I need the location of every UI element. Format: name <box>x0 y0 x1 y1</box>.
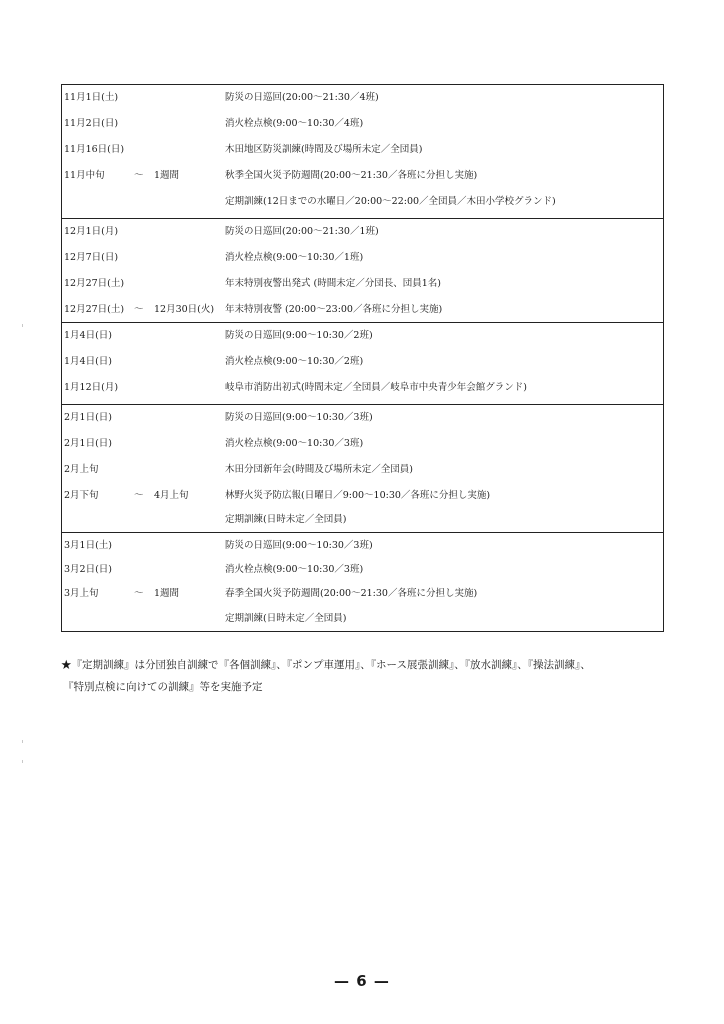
row-event: 消火栓点検(9:00〜10:30／3班) <box>225 564 364 575</box>
month-block-november <box>62 85 663 218</box>
row-event: 定期訓練(日時未定／全団員) <box>225 514 347 525</box>
schedule-row <box>62 297 663 323</box>
row-event: 消火栓点検(9:00〜10:30／1班) <box>225 252 364 263</box>
row-date: 2月1日(日) <box>64 438 113 449</box>
row-event: 岐阜市消防出初式(時間未定／全団員／岐阜市中央青少年会館グランド) <box>225 382 527 393</box>
month-block-december <box>62 218 663 323</box>
range-tilde: 〜 <box>134 588 144 599</box>
row-event: 防災の日巡回(20:00〜21:30／1班) <box>225 226 379 237</box>
row-date: 12月27日(土) <box>64 304 125 315</box>
footnote-line-1: ★『定期訓練』は分団独自訓練で『各個訓練』、『ポンプ車運用』、『ホース展張訓練』、『放水訓練』、『操法訓練』、 <box>61 659 591 671</box>
row-date: 11月2日(日) <box>64 118 119 129</box>
footnote <box>61 654 661 698</box>
schedule-row <box>62 245 663 271</box>
margin-dot <box>22 324 23 327</box>
row-date: 2月下旬 <box>64 490 99 501</box>
row-event: 防災の日巡回(20:00〜21:30／4班) <box>225 92 379 103</box>
schedule-row <box>62 219 663 245</box>
schedule-row <box>62 137 663 163</box>
schedule-row <box>62 189 663 215</box>
row-date: 11月中旬 <box>64 170 105 181</box>
row-event: 春季全国火災予防週間(20:00〜21:30／各班に分担し実施) <box>225 588 478 599</box>
schedule-row <box>62 581 663 607</box>
row-date: 11月16日(日) <box>64 144 125 155</box>
schedule-row <box>62 483 663 509</box>
range-tilde: 〜 <box>134 490 144 501</box>
row-date: 3月1日(土) <box>64 540 113 551</box>
row-event: 消火栓点検(9:00〜10:30／4班) <box>225 118 364 129</box>
page-number: — 6 — <box>334 972 390 990</box>
row-date: 1月4日(日) <box>64 356 113 367</box>
row-date: 3月2日(日) <box>64 564 113 575</box>
range-tilde: 〜 <box>134 170 144 181</box>
schedule-row <box>62 111 663 137</box>
schedule-row <box>62 557 663 583</box>
footnote-line-2: 『特別点検に向けての訓練』等を実施予定 <box>63 681 263 693</box>
schedule-row <box>62 163 663 189</box>
row-date: 12月27日(土) <box>64 278 125 289</box>
row-event: 年末特別夜警出発式 (時間未定／分団長、団員1名) <box>225 278 441 289</box>
row-period: 12月30日(火) <box>154 304 215 315</box>
row-event: 林野火災予防広報(日曜日／9:00〜10:30／各班に分担し実施) <box>225 490 491 501</box>
schedule-row <box>62 323 663 349</box>
schedule-row <box>62 431 663 457</box>
row-date: 11月1日(土) <box>64 92 119 103</box>
row-event: 消火栓点検(9:00〜10:30／3班) <box>225 438 364 449</box>
row-event: 定期訓練(12日までの水曜日／20:00〜22:00／全団員／木田小学校グランド) <box>225 196 556 207</box>
row-date: 1月4日(日) <box>64 330 113 341</box>
schedule-row <box>62 349 663 375</box>
row-date: 3月上旬 <box>64 588 99 599</box>
schedule-row <box>62 507 663 533</box>
schedule-row <box>62 405 663 431</box>
row-event: 年末特別夜警 (20:00〜23:00／各班に分担し実施) <box>225 304 443 315</box>
margin-dot <box>22 740 23 743</box>
schedule-row <box>62 271 663 297</box>
row-event: 秋季全国火災予防週間(20:00〜21:30／各班に分担し実施) <box>225 170 478 181</box>
month-block-january <box>62 322 663 405</box>
row-period: 4月上旬 <box>154 490 189 501</box>
row-date: 1月12日(月) <box>64 382 119 393</box>
row-event: 木田分団新年会(時間及び場所未定／全団員) <box>225 464 413 475</box>
month-block-february <box>62 404 663 533</box>
row-date: 12月1日(月) <box>64 226 119 237</box>
range-tilde: 〜 <box>134 304 144 315</box>
row-period: 1週間 <box>154 588 180 599</box>
row-event: 防災の日巡回(9:00〜10:30／2班) <box>225 330 373 341</box>
schedule-row <box>62 85 663 111</box>
schedule-row <box>62 533 663 559</box>
schedule-row <box>62 375 663 401</box>
row-event: 防災の日巡回(9:00〜10:30／3班) <box>225 412 373 423</box>
month-block-march <box>62 532 663 632</box>
row-event: 防災の日巡回(9:00〜10:30／3班) <box>225 540 373 551</box>
row-date: 2月1日(日) <box>64 412 113 423</box>
row-date: 2月上旬 <box>64 464 99 475</box>
margin-dot <box>22 760 23 763</box>
schedule-table <box>61 84 664 632</box>
schedule-row <box>62 606 663 632</box>
row-event: 消火栓点検(9:00〜10:30／2班) <box>225 356 364 367</box>
row-date: 12月7日(日) <box>64 252 119 263</box>
row-event: 木田地区防災訓練(時間及び場所未定／全団員) <box>225 144 423 155</box>
row-event: 定期訓練(日時未定／全団員) <box>225 613 347 624</box>
row-period: 1週間 <box>154 170 180 181</box>
schedule-row <box>62 457 663 483</box>
